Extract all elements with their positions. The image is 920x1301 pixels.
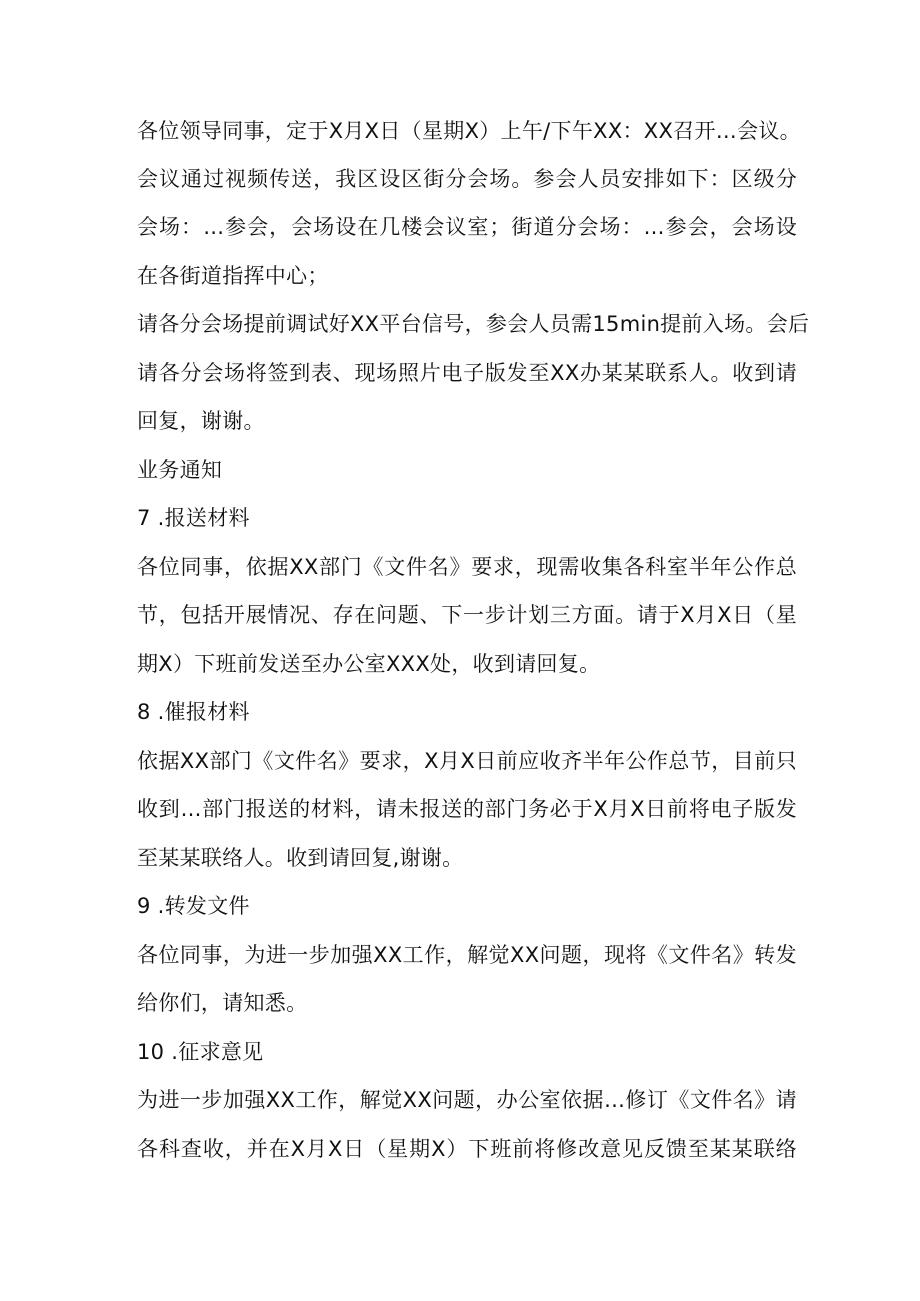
paragraph-line-5: 请各分会场提前调试好XX平台信号，参会人员需15min提前入场。会后 [137, 312, 810, 336]
paragraph-line-2: 会议通过视频传送，我区设区街分会场。参会人员安排如下：区级分 [137, 167, 797, 191]
paragraph-line-21: 为进一步加强XX工作，解觉XX问题，办公室依据…修订《文件名》请 [137, 1088, 797, 1112]
paragraph-line-4: 在各街道指挥中心； [137, 264, 329, 288]
paragraph-line-16: 至某某联络人。收到请回复,谢谢。 [137, 846, 464, 870]
section-heading: 业务通知 [137, 458, 223, 482]
paragraph-line-19: 给你们，请知悉。 [137, 991, 308, 1015]
item-heading-8: 8 .催报材料 [137, 700, 250, 724]
paragraph-line-10: 各位同事，依据XX部门《文件名》要求，现需收集各科室半年公作总 [137, 555, 797, 579]
paragraph-line-15: 收到…部门报送的材料，请未报送的部门务必于X月X日前将电子版发 [137, 797, 797, 821]
paragraph-line-3: 会场：…参会，会场设在几楼会议室；街道分会场：…参会，会场设 [137, 215, 797, 239]
paragraph-line-11: 节，包括开展情况、存在问题、下一步计划三方面。请于X月X日（星 [137, 603, 797, 627]
item-heading-9: 9 .转发文件 [137, 894, 250, 918]
paragraph-line-7: 回复，谢谢。 [137, 409, 265, 433]
paragraph-line-14: 依据XX部门《文件名》要求，X月X日前应收齐半年公作总节，目前只 [137, 749, 797, 773]
paragraph-line-22: 各科查收，并在X月X日（星期X）下班前将修改意见反馈至某某联络 [137, 1137, 797, 1161]
paragraph-line-6: 请各分会场将签到表、现场照片电子版发至XX办某某联系人。收到请 [137, 361, 797, 385]
paragraph-line-18: 各位同事，为进一步加强XX工作，解觉XX问题，现将《文件名》转发 [137, 943, 797, 967]
paragraph-line-1: 各位领导同事，定于X月X日（星期X）上午/下午XX：XX召开…会议。 [137, 119, 801, 143]
paragraph-line-12: 期X）下班前发送至办公室XXX处，收到请回复。 [137, 652, 601, 676]
item-heading-10: 10 .征求意见 [137, 1040, 264, 1064]
item-heading-7: 7 .报送材料 [137, 506, 250, 530]
